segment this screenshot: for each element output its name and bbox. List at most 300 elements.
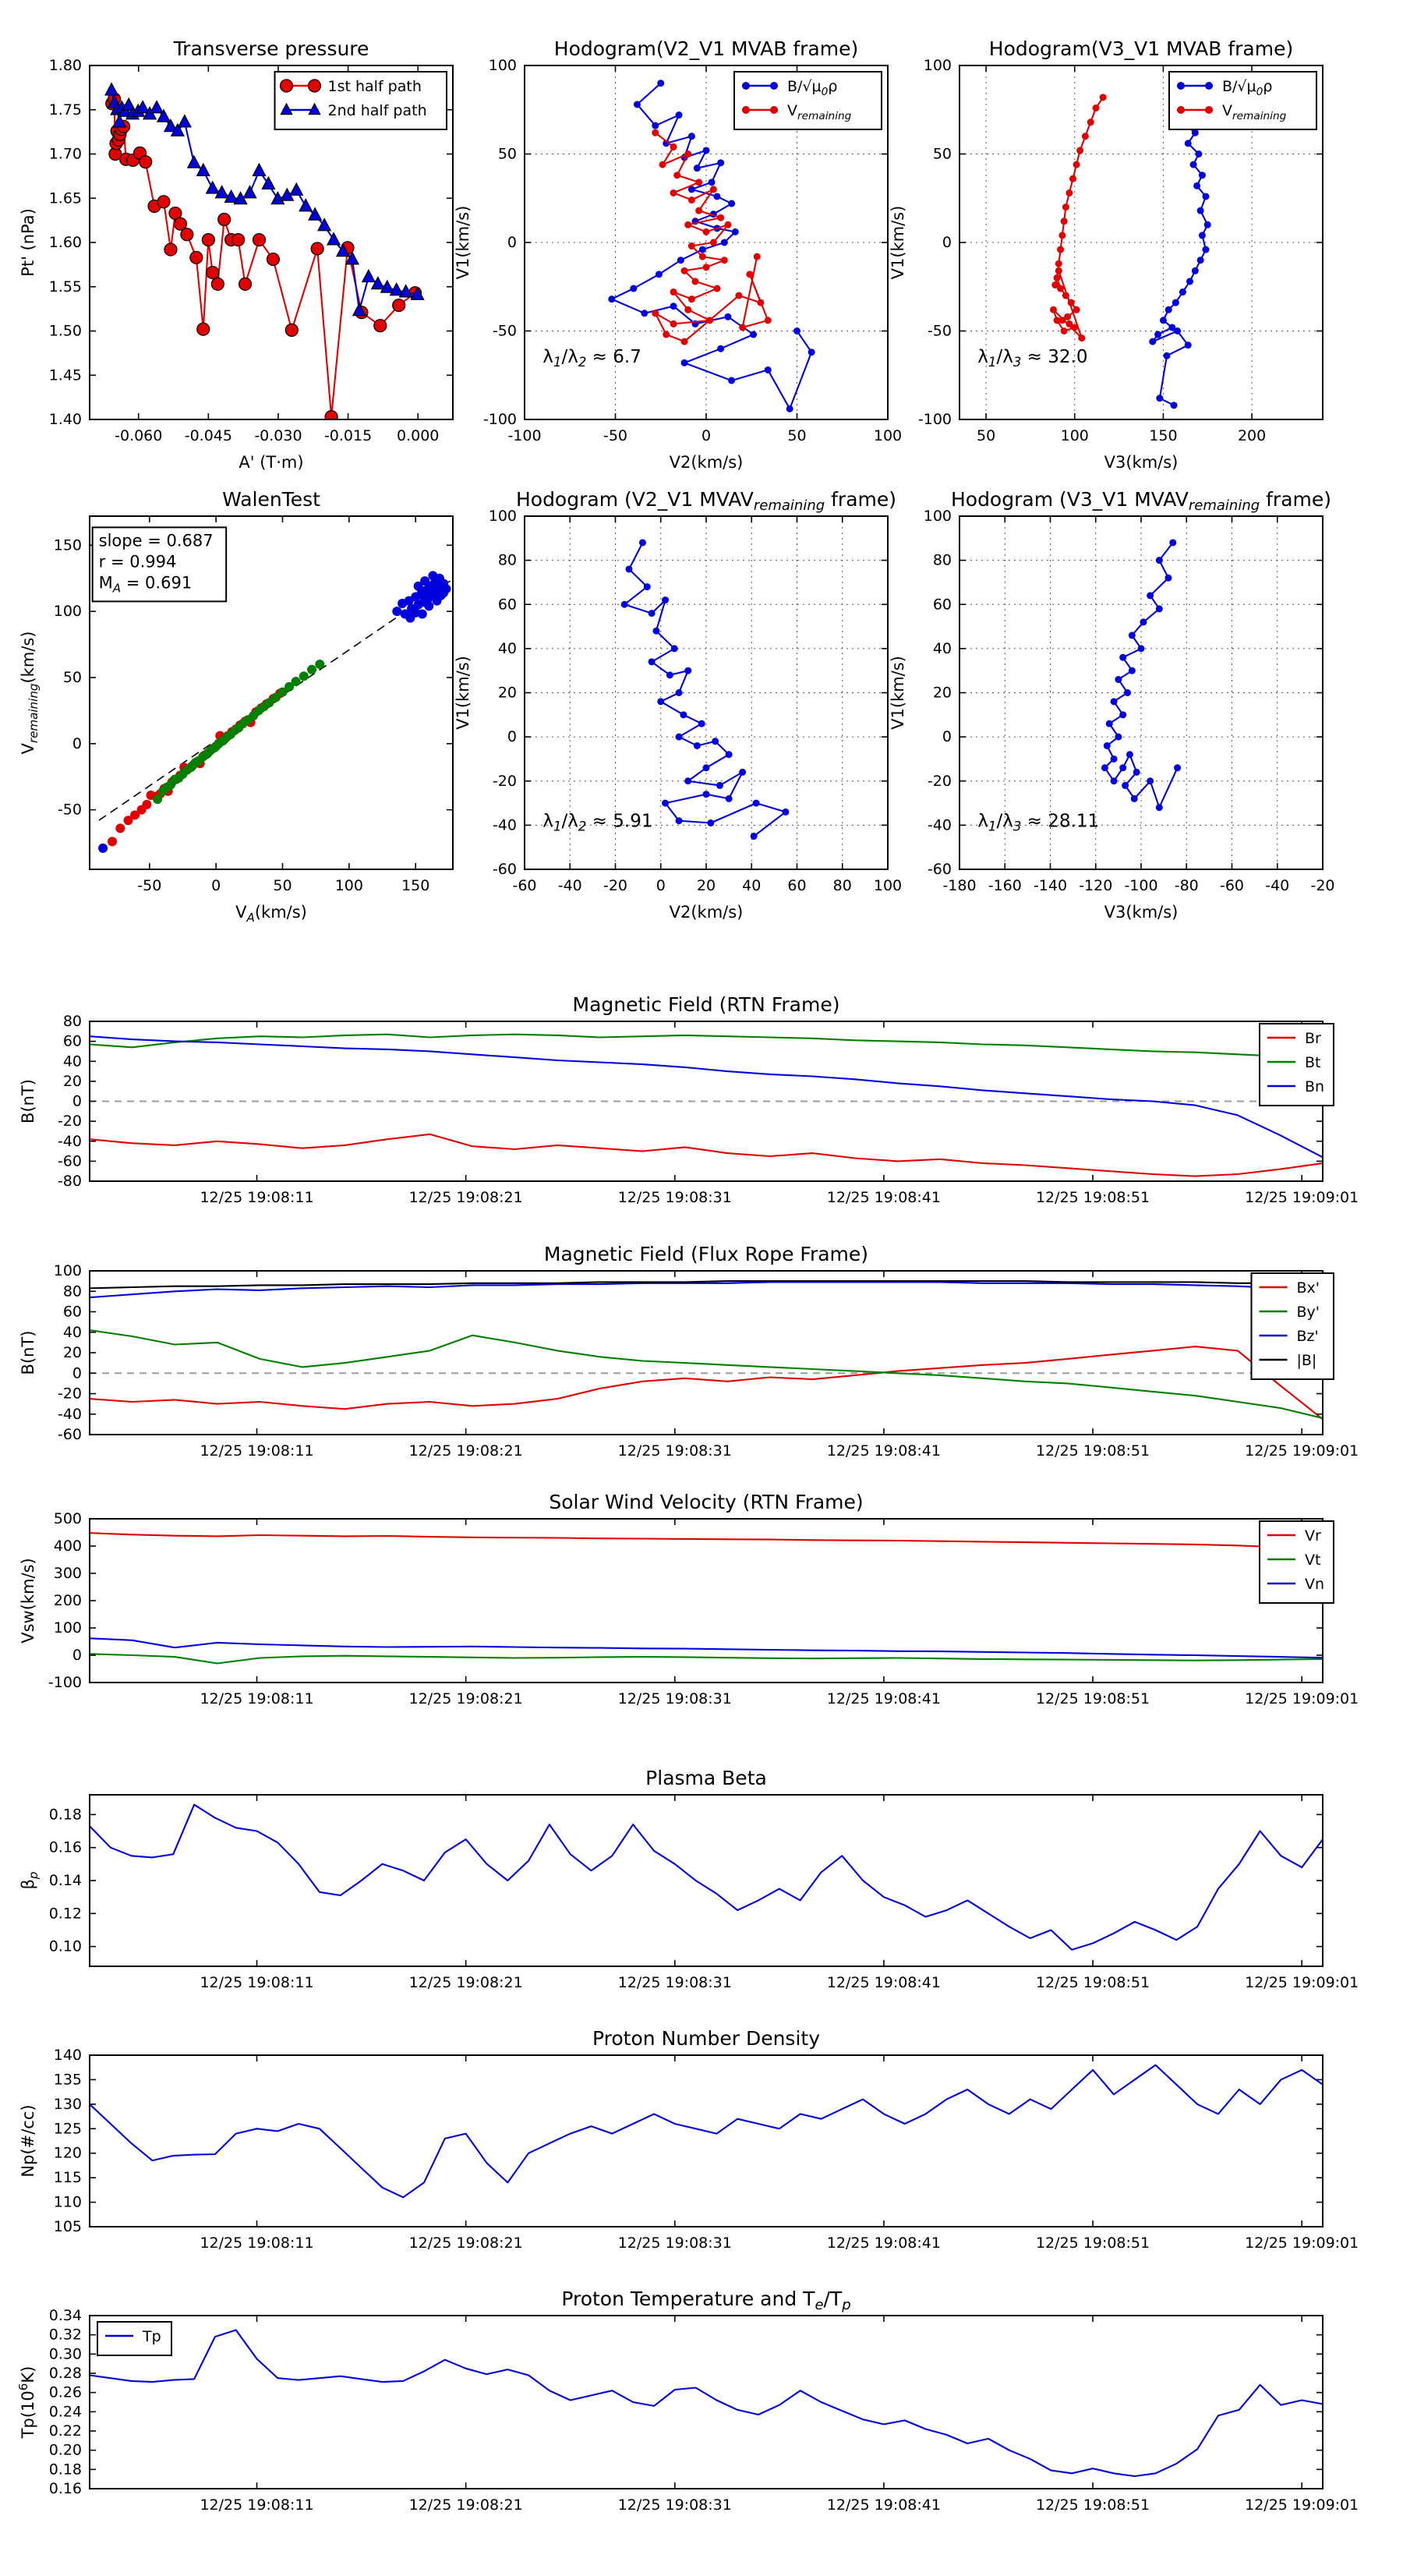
series-marker: [98, 844, 108, 853]
y-tick-label: 40: [932, 639, 952, 657]
y-tick-label: 0: [72, 1364, 82, 1382]
series-marker: [142, 800, 151, 809]
series-marker: [728, 200, 735, 207]
chart-hodogram-v2v1-mvab: [454, 37, 902, 472]
series-marker: [652, 310, 659, 317]
series-marker: [662, 596, 669, 603]
series-marker: [677, 257, 684, 264]
legend-label: 2nd half path: [327, 102, 427, 119]
series-marker: [181, 228, 193, 241]
chart-hodogram-v3v1-mvav: [889, 488, 1335, 922]
series-marker: [644, 583, 651, 590]
y-tick-label: 0: [507, 234, 517, 251]
series-marker: [703, 147, 710, 154]
chart-hodogram-v3v1-mvab: [889, 37, 1323, 472]
series-marker: [1177, 106, 1185, 114]
y-tick-label: 1.65: [48, 189, 82, 207]
x-tick-label: 12/25 19:08:41: [826, 1690, 941, 1707]
y-tick-label: 135: [53, 2071, 82, 2089]
x-tick-label: -60: [1219, 877, 1245, 894]
series-line: [112, 99, 415, 416]
x-tick-label: 0: [656, 877, 666, 894]
series-marker: [140, 156, 152, 168]
series-marker: [770, 82, 778, 90]
x-tick-label: 50: [273, 877, 292, 894]
series-line: [90, 1134, 1323, 1177]
series-marker: [1129, 632, 1136, 639]
series-marker: [694, 742, 701, 749]
series-marker: [770, 106, 778, 114]
annotation-text: $\lambda_1/\lambda_3 \approx 32.0$: [977, 347, 1088, 370]
chart-title: Solar Wind Velocity (RTN Frame): [549, 1491, 864, 1513]
x-tick-label: 100: [334, 877, 363, 894]
y-axis-label: Pt' (nPa): [19, 208, 37, 277]
series-marker: [1147, 777, 1154, 784]
legend-label: $V_{remaining}$: [1222, 102, 1287, 122]
y-tick-label: 80: [62, 1013, 82, 1030]
series-marker: [670, 189, 677, 196]
chart-title: Proton Number Density: [592, 2027, 820, 2050]
series-marker: [681, 267, 688, 274]
series-marker: [751, 833, 758, 840]
y-tick-label: 105: [53, 2218, 82, 2235]
series-marker: [1179, 288, 1186, 295]
legend-label: |B|: [1296, 1352, 1317, 1369]
series-marker: [150, 101, 163, 112]
series-marker: [325, 411, 337, 423]
x-tick-label: -0.030: [254, 427, 302, 444]
x-tick-label: 150: [1149, 427, 1178, 444]
x-axis-label: V3(km/s): [1104, 903, 1179, 922]
legend-box: [1252, 1273, 1334, 1379]
series-marker: [405, 614, 415, 623]
series-marker: [1172, 299, 1179, 306]
series-marker: [786, 405, 793, 412]
series-marker: [243, 186, 256, 197]
series-marker: [680, 711, 687, 718]
series-marker: [648, 658, 656, 665]
series-line: [90, 1533, 1323, 1548]
y-tick-label: 130: [53, 2095, 82, 2113]
y-tick-label: 140: [53, 2047, 82, 2064]
x-tick-label: 12/25 19:08:31: [617, 2235, 732, 2252]
chart-title: WalenTest: [222, 488, 320, 511]
legend: [734, 72, 882, 129]
y-tick-label: 0.12: [48, 1905, 82, 1923]
series-marker: [197, 323, 210, 335]
chart-transverse-pressure: [19, 37, 453, 472]
x-tick-label: 12/25 19:08:11: [200, 1690, 314, 1707]
series-marker: [681, 338, 688, 345]
ticks: [90, 1795, 1323, 1966]
series-marker: [717, 345, 724, 352]
x-tick-label: 12/25 19:08:21: [408, 1974, 523, 1991]
series-marker: [1073, 306, 1080, 313]
series-marker: [374, 320, 387, 332]
y-tick-label: -100: [482, 411, 517, 428]
series-marker: [739, 324, 746, 331]
series-marker: [1111, 755, 1118, 763]
x-tick-label: 12/25 19:08:51: [1035, 2235, 1150, 2252]
series-marker: [1131, 795, 1138, 802]
y-tick-label: 100: [923, 57, 952, 74]
series-marker: [746, 271, 753, 278]
x-tick-label: -50: [137, 877, 162, 894]
y-tick-label: 0: [72, 1647, 82, 1664]
x-tick-label: 12/25 19:08:21: [408, 2496, 523, 2514]
series-marker: [707, 819, 714, 826]
series-marker: [414, 582, 423, 591]
x-tick-label: 12/25 19:08:31: [617, 1974, 732, 1991]
series-line: [90, 1805, 1323, 1950]
series-marker: [739, 769, 746, 776]
series-marker: [670, 303, 677, 310]
x-tick-label: -140: [1033, 877, 1068, 894]
y-tick-label: 0.32: [48, 2326, 82, 2344]
series-marker: [676, 111, 683, 119]
series-marker: [699, 253, 706, 260]
annotation-text: $M_A = 0.691$: [98, 573, 193, 596]
x-tick-label: -80: [1174, 877, 1199, 894]
y-tick-label: -60: [927, 861, 952, 878]
chart-title: Hodogram(V3_V1 MVAB frame): [988, 37, 1294, 60]
series-marker: [808, 349, 815, 356]
y-tick-label: 20: [497, 684, 517, 702]
series-marker: [721, 239, 728, 246]
x-tick-label: -100: [1124, 877, 1158, 894]
annotation-text: r = 0.994: [98, 552, 177, 571]
x-tick-label: -160: [988, 877, 1022, 894]
series-marker: [721, 257, 728, 264]
y-tick-label: 1.40: [48, 411, 82, 428]
series-marker: [1062, 203, 1069, 211]
series-marker: [1101, 764, 1108, 771]
series-marker: [1066, 189, 1073, 196]
series-marker: [688, 133, 695, 140]
y-tick-label: 0.18: [48, 2461, 82, 2479]
x-tick-label: 20: [696, 877, 716, 894]
y-tick-label: 0: [72, 1092, 82, 1110]
series-marker: [232, 234, 245, 246]
series-marker: [178, 115, 191, 127]
annotation-text: slope = 0.687: [98, 531, 214, 550]
y-tick-label: -50: [927, 322, 952, 340]
series-marker: [1068, 299, 1075, 306]
series-marker: [706, 317, 713, 324]
y-tick-label: 0.34: [48, 2307, 82, 2324]
series-line: [90, 1035, 1323, 1059]
legend-label: By': [1296, 1304, 1320, 1321]
series-marker: [1169, 539, 1176, 546]
x-tick-label: 12/25 19:08:31: [617, 1189, 732, 1206]
y-tick-label: 150: [53, 536, 82, 554]
y-axis-label: B(nT): [19, 1079, 37, 1123]
series-marker: [621, 601, 628, 608]
legend-label: $B/√\mu_0\rho$: [1222, 78, 1273, 98]
series-marker: [666, 671, 673, 678]
y-tick-label: 60: [497, 596, 517, 614]
y-tick-label: -50: [57, 801, 82, 819]
x-tick-label: 0: [211, 877, 221, 894]
series-marker: [1054, 274, 1061, 281]
series-marker: [703, 228, 710, 235]
y-tick-label: -100: [917, 411, 952, 428]
series-marker: [703, 264, 710, 271]
series-marker: [699, 246, 706, 253]
y-tick-label: 60: [932, 596, 952, 614]
y-tick-label: 500: [53, 1510, 82, 1527]
x-tick-label: 12/25 19:08:41: [826, 2235, 941, 2252]
x-tick-label: 12/25 19:08:51: [1035, 2496, 1150, 2514]
series-marker: [670, 288, 677, 295]
series-marker: [1185, 140, 1192, 147]
legend-label: Tp: [143, 2328, 161, 2345]
series-marker: [726, 795, 733, 802]
series-group: [90, 1035, 1323, 1177]
series-marker: [418, 610, 427, 619]
x-tick-label: 80: [832, 877, 852, 894]
x-tick-label: 100: [1060, 427, 1089, 444]
y-tick-label: -60: [57, 1426, 82, 1443]
series-marker: [1106, 720, 1113, 727]
series-marker: [1204, 221, 1211, 228]
series-marker: [253, 164, 265, 175]
series-marker: [765, 366, 772, 373]
x-tick-label: 0.000: [396, 427, 440, 444]
x-tick-label: -20: [1310, 877, 1335, 894]
series-marker: [1076, 147, 1083, 154]
x-tick-label: 12/25 19:08:31: [617, 1690, 732, 1707]
x-tick-label: 12/25 19:09:01: [1245, 1189, 1359, 1206]
series-marker: [659, 161, 666, 168]
series-marker: [428, 571, 437, 580]
legend: [1260, 1024, 1334, 1106]
series-marker: [392, 607, 401, 616]
legend-label: Vn: [1305, 1576, 1325, 1593]
series-marker: [1192, 267, 1199, 274]
series-marker: [202, 234, 214, 246]
y-tick-label: 100: [488, 57, 517, 74]
series-marker: [728, 377, 735, 384]
series-marker: [656, 271, 663, 278]
series-marker: [713, 285, 720, 292]
y-tick-label: 0.16: [48, 1838, 82, 1856]
legend-label: Br: [1305, 1030, 1321, 1047]
y-tick-label: 400: [53, 1537, 82, 1555]
series-marker: [1193, 182, 1200, 189]
chart-title: Proton Temperature and $T_e/T_p$: [561, 2288, 851, 2313]
series-marker: [765, 317, 772, 324]
series-marker: [663, 331, 670, 338]
y-tick-label: -100: [48, 1674, 82, 1691]
series-group: [98, 571, 451, 853]
legend-label: Vt: [1305, 1552, 1321, 1569]
series-marker: [684, 221, 691, 228]
x-tick-label: -0.015: [323, 427, 373, 444]
series-marker: [1126, 751, 1133, 758]
series-marker: [634, 101, 641, 108]
series-marker: [188, 156, 200, 168]
series-marker: [1062, 292, 1069, 299]
series-marker: [1078, 334, 1085, 341]
series-marker: [1192, 129, 1199, 136]
series-marker: [710, 239, 717, 246]
x-tick-label: -180: [942, 877, 977, 894]
series-marker: [1058, 232, 1066, 239]
axis-spine: [90, 2316, 1323, 2489]
series-marker: [1177, 82, 1185, 90]
y-axis-label: Np(#/cc): [19, 2104, 37, 2178]
x-tick-label: 12/25 19:09:01: [1245, 2496, 1359, 2514]
legend-label: Bz': [1296, 1328, 1319, 1345]
series-marker: [253, 234, 265, 246]
x-tick-label: -20: [603, 877, 628, 894]
series-marker: [239, 278, 252, 290]
y-tick-label: -50: [492, 322, 517, 340]
grid: [525, 516, 888, 869]
series-marker: [684, 306, 691, 313]
x-axis-label: A' (T·m): [239, 453, 304, 472]
series-marker: [164, 243, 177, 256]
y-tick-label: 80: [497, 551, 517, 569]
y-tick-label: 20: [932, 684, 952, 702]
series-marker: [393, 299, 405, 312]
series-marker: [290, 183, 302, 195]
x-tick-label: -100: [507, 427, 542, 444]
series-marker: [703, 764, 710, 771]
series-marker: [267, 253, 279, 266]
series-marker: [190, 251, 203, 264]
series-marker: [115, 823, 125, 833]
y-tick-label: 100: [53, 603, 82, 621]
x-tick-label: -60: [512, 877, 537, 894]
y-tick-label: -20: [57, 1385, 82, 1403]
legend: [1260, 1521, 1334, 1603]
series-marker: [1163, 352, 1170, 359]
series-marker: [207, 267, 219, 279]
series-marker: [211, 278, 224, 290]
y-tick-label: 110: [53, 2193, 82, 2211]
series-marker: [652, 122, 659, 129]
y-tick-label: 0.24: [48, 2403, 82, 2421]
ticks: [90, 2316, 1323, 2489]
series-marker: [1195, 150, 1202, 157]
series-marker: [108, 837, 117, 846]
series-marker: [1205, 82, 1213, 90]
chart-title: Plasma Beta: [645, 1767, 767, 1789]
legend: [275, 72, 447, 129]
series-marker: [1073, 161, 1080, 168]
series-group: [90, 2065, 1323, 2198]
series-marker: [315, 660, 324, 669]
series-marker: [750, 331, 757, 338]
x-axis-label: V2(km/s): [669, 453, 744, 472]
series-marker: [742, 82, 750, 90]
x-tick-label: 12/25 19:08:21: [408, 1189, 523, 1206]
series-marker: [1133, 769, 1140, 776]
chart-title: Magnetic Field (Flux Rope Frame): [543, 1243, 869, 1265]
series-marker: [630, 285, 637, 292]
series-marker: [1164, 575, 1172, 582]
series-marker: [753, 800, 760, 807]
legend-label: Vr: [1305, 1527, 1321, 1545]
y-tick-label: 1.70: [48, 145, 82, 163]
chart-walen-test: [19, 488, 453, 925]
series-marker: [652, 628, 659, 635]
series-marker: [1111, 698, 1118, 705]
series-marker: [1205, 106, 1213, 114]
series-marker: [717, 214, 724, 221]
y-tick-label: 50: [932, 145, 952, 163]
series-marker: [307, 665, 316, 674]
chart-proton-temp: [16, 2288, 1359, 2514]
series-line: [90, 1638, 1323, 1658]
chart-title: Hodogram (V3_V1 $MVAV_{remaining}$ frame): [950, 488, 1332, 514]
chart-plasma-beta: [19, 1767, 1359, 1991]
axis-spine: [90, 2055, 1323, 2227]
y-tick-label: 1.80: [48, 57, 82, 74]
y-tick-label: 100: [488, 508, 517, 525]
series-marker: [712, 738, 719, 745]
series-marker: [1087, 119, 1094, 126]
series-marker: [1055, 267, 1062, 274]
y-tick-label: 1.60: [48, 234, 82, 251]
series-marker: [1115, 676, 1122, 683]
y-tick-label: 1.50: [48, 322, 82, 340]
series-marker: [309, 80, 321, 92]
x-tick-label: -40: [557, 877, 582, 894]
series-group: [90, 1281, 1323, 1419]
series-marker: [1119, 764, 1126, 771]
series-group: [105, 83, 424, 423]
y-tick-label: 60: [62, 1032, 82, 1050]
series-marker: [218, 213, 231, 225]
x-tick-label: 200: [1237, 427, 1267, 444]
x-tick-label: -120: [1079, 877, 1113, 894]
y-tick-label: 50: [497, 145, 517, 163]
y-tick-label: -20: [927, 772, 952, 790]
y-tick-label: -40: [492, 816, 517, 834]
series-marker: [1082, 133, 1089, 140]
series-marker: [207, 182, 219, 193]
series-marker: [782, 809, 789, 816]
x-tick-label: 12/25 19:08:31: [617, 2496, 732, 2514]
x-tick-label: 12/25 19:08:11: [200, 2496, 314, 2514]
series-marker: [1154, 331, 1161, 338]
series-marker: [1119, 654, 1126, 661]
series-marker: [1185, 341, 1192, 349]
series-marker: [1100, 94, 1107, 101]
y-tick-label: -60: [492, 861, 517, 878]
y-axis-label: $V_{remaining}(km/s)$: [19, 631, 41, 755]
x-tick-label: 12/25 19:08:21: [408, 2235, 523, 2252]
series-marker: [754, 253, 761, 260]
x-tick-label: 12/25 19:08:11: [200, 1189, 314, 1206]
series-marker: [1061, 327, 1068, 334]
x-tick-label: -50: [603, 427, 628, 444]
y-tick-label: 20: [62, 1072, 82, 1090]
x-tick-label: 12/25 19:08:41: [826, 1974, 941, 1991]
series-line: [90, 1036, 1323, 1157]
y-axis-label: V1(km/s): [454, 205, 472, 280]
x-tick-label: 12/25 19:08:21: [408, 1690, 523, 1707]
grid: [959, 516, 1323, 869]
y-tick-label: 0.22: [48, 2422, 82, 2440]
series-marker: [732, 228, 739, 235]
x-tick-label: -40: [1265, 877, 1290, 894]
series-marker: [726, 751, 733, 758]
chart-title: Magnetic Field (RTN Frame): [572, 993, 840, 1016]
